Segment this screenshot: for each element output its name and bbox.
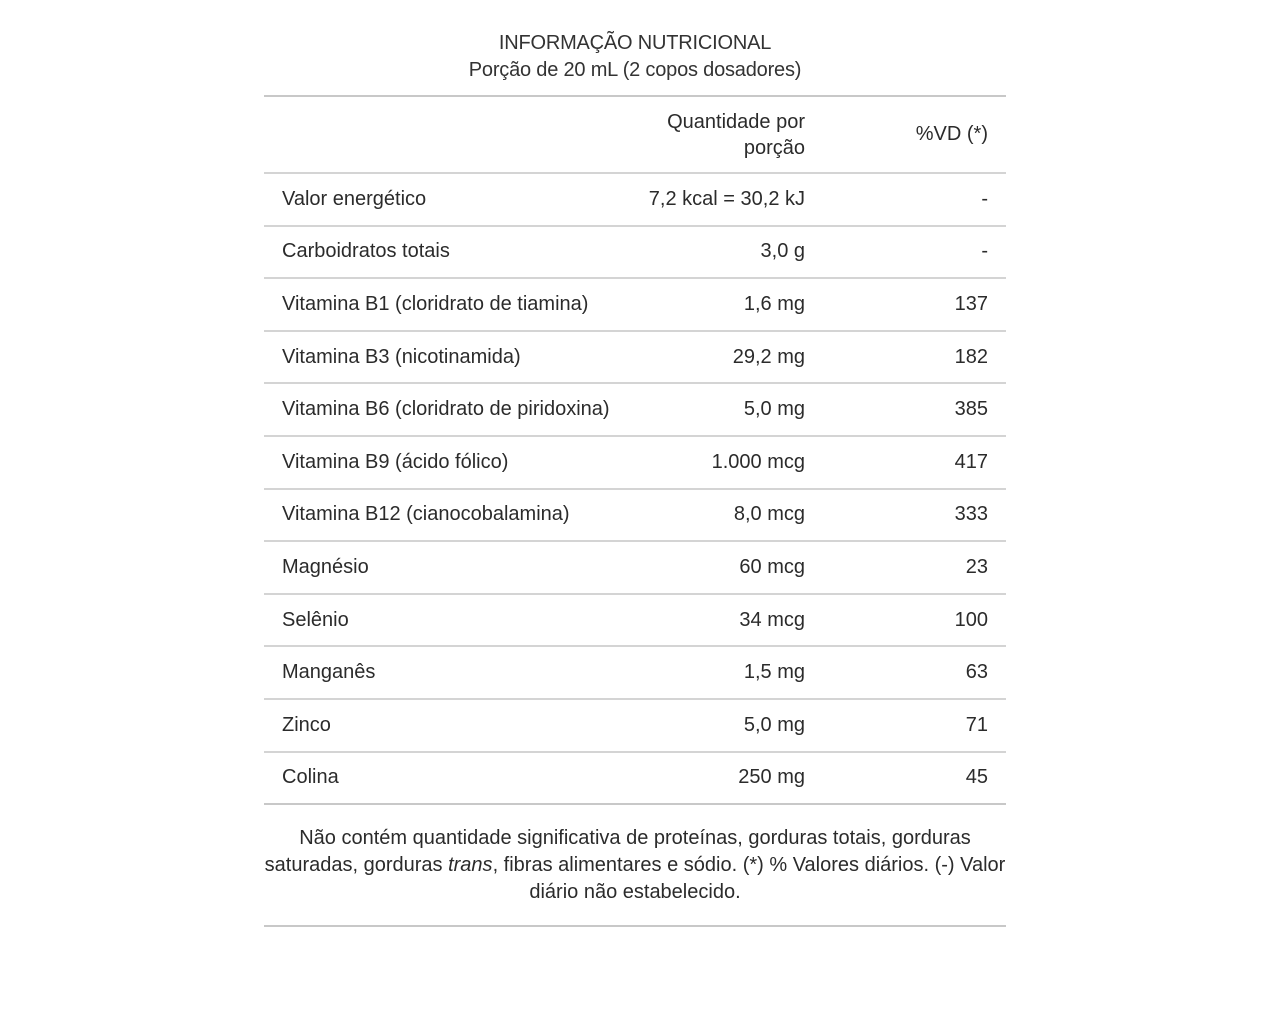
header-vd: %VD (*) [915, 123, 988, 145]
table-row [264, 595, 1006, 648]
footnote [264, 825, 1006, 927]
nutrient-quantity: 8,0 mcg [733, 503, 805, 526]
nutrient-vd: 63 [965, 661, 988, 684]
table-header [264, 97, 1006, 174]
nutrient-name: Vitamina B12 (cianocobalamina) [282, 503, 570, 526]
nutrient-vd: 333 [954, 503, 988, 526]
nutrient-name: Vitamina B1 (cloridrato de tiamina) [282, 292, 589, 315]
nutrient-quantity: 29,2 mg [732, 345, 805, 368]
table-row [264, 490, 1006, 543]
nutrient-name: Colina [282, 766, 339, 789]
table-row [264, 753, 1006, 806]
nutrient-quantity: 1,6 mg [743, 292, 805, 315]
footnote-line-2-end: , fibras alimentares e sódio. [492, 854, 738, 877]
nutrient-vd: - [981, 240, 988, 263]
nutrient-vd: 45 [965, 766, 988, 789]
nutrient-vd: 71 [965, 713, 988, 736]
nutrient-rows [264, 174, 1006, 805]
footnote-trans: trans [448, 854, 493, 877]
footnote-line-2-start: gorduras saturadas, gorduras [264, 827, 971, 877]
nutrient-vd: 137 [954, 292, 988, 315]
table-row [264, 332, 1006, 385]
nutrient-name: Zinco [282, 713, 331, 736]
header-quantity: Quantidade por porção [667, 110, 805, 159]
nutrient-vd: 417 [954, 450, 988, 473]
nutrient-name: Magnésio [282, 555, 369, 578]
nutrition-facts-panel [264, 30, 1006, 927]
nutrient-name: Selênio [282, 608, 349, 631]
nutrient-vd: 182 [954, 345, 988, 368]
nutrient-name: Valor energético [282, 187, 427, 210]
nutrient-name: Vitamina B9 (ácido fólico) [282, 450, 509, 473]
nutrient-vd: - [981, 187, 988, 210]
nutrient-quantity: 7,2 kcal = 30,2 kJ [648, 187, 805, 210]
nutrient-quantity: 1.000 mcg [711, 450, 805, 473]
table-row [264, 384, 1006, 437]
table-row [264, 647, 1006, 700]
nutrient-quantity: 34 mcg [739, 608, 805, 631]
nutrient-quantity: 5,0 mg [743, 398, 805, 421]
nutrient-vd: 385 [954, 398, 988, 421]
footnote-line-3: (*) % Valores diários. (-) Valor diário não estabelecido. [529, 854, 1006, 904]
footnote-line-1: Não contém quantidade significativa de proteínas, gorduras totais, [299, 827, 887, 850]
nutrient-name: Manganês [282, 661, 376, 684]
nutrient-quantity: 5,0 mg [743, 713, 805, 736]
nutrient-name: Vitamina B3 (nicotinamida) [282, 345, 521, 368]
table-row [264, 227, 1006, 280]
table-row [264, 437, 1006, 490]
nutrient-quantity: 250 mg [738, 766, 805, 789]
nutrient-vd: 100 [954, 608, 988, 631]
nutrient-quantity: 3,0 g [760, 240, 805, 263]
table-row [264, 174, 1006, 227]
nutrient-name: Vitamina B6 (cloridrato de piridoxina) [282, 398, 610, 421]
table-row [264, 542, 1006, 595]
nutrition-title [264, 30, 1006, 84]
serving-size: Porção de 20 mL (2 copos dosadores) [468, 59, 802, 81]
nutrient-vd: 23 [965, 555, 988, 578]
table-row [264, 700, 1006, 753]
table-row [264, 279, 1006, 332]
nutrient-quantity: 60 mcg [739, 555, 805, 578]
nutrient-quantity: 1,5 mg [743, 661, 805, 684]
nutrient-name: Carboidratos totais [282, 240, 450, 263]
title-heading: INFORMAÇÃO NUTRICIONAL [498, 32, 772, 54]
